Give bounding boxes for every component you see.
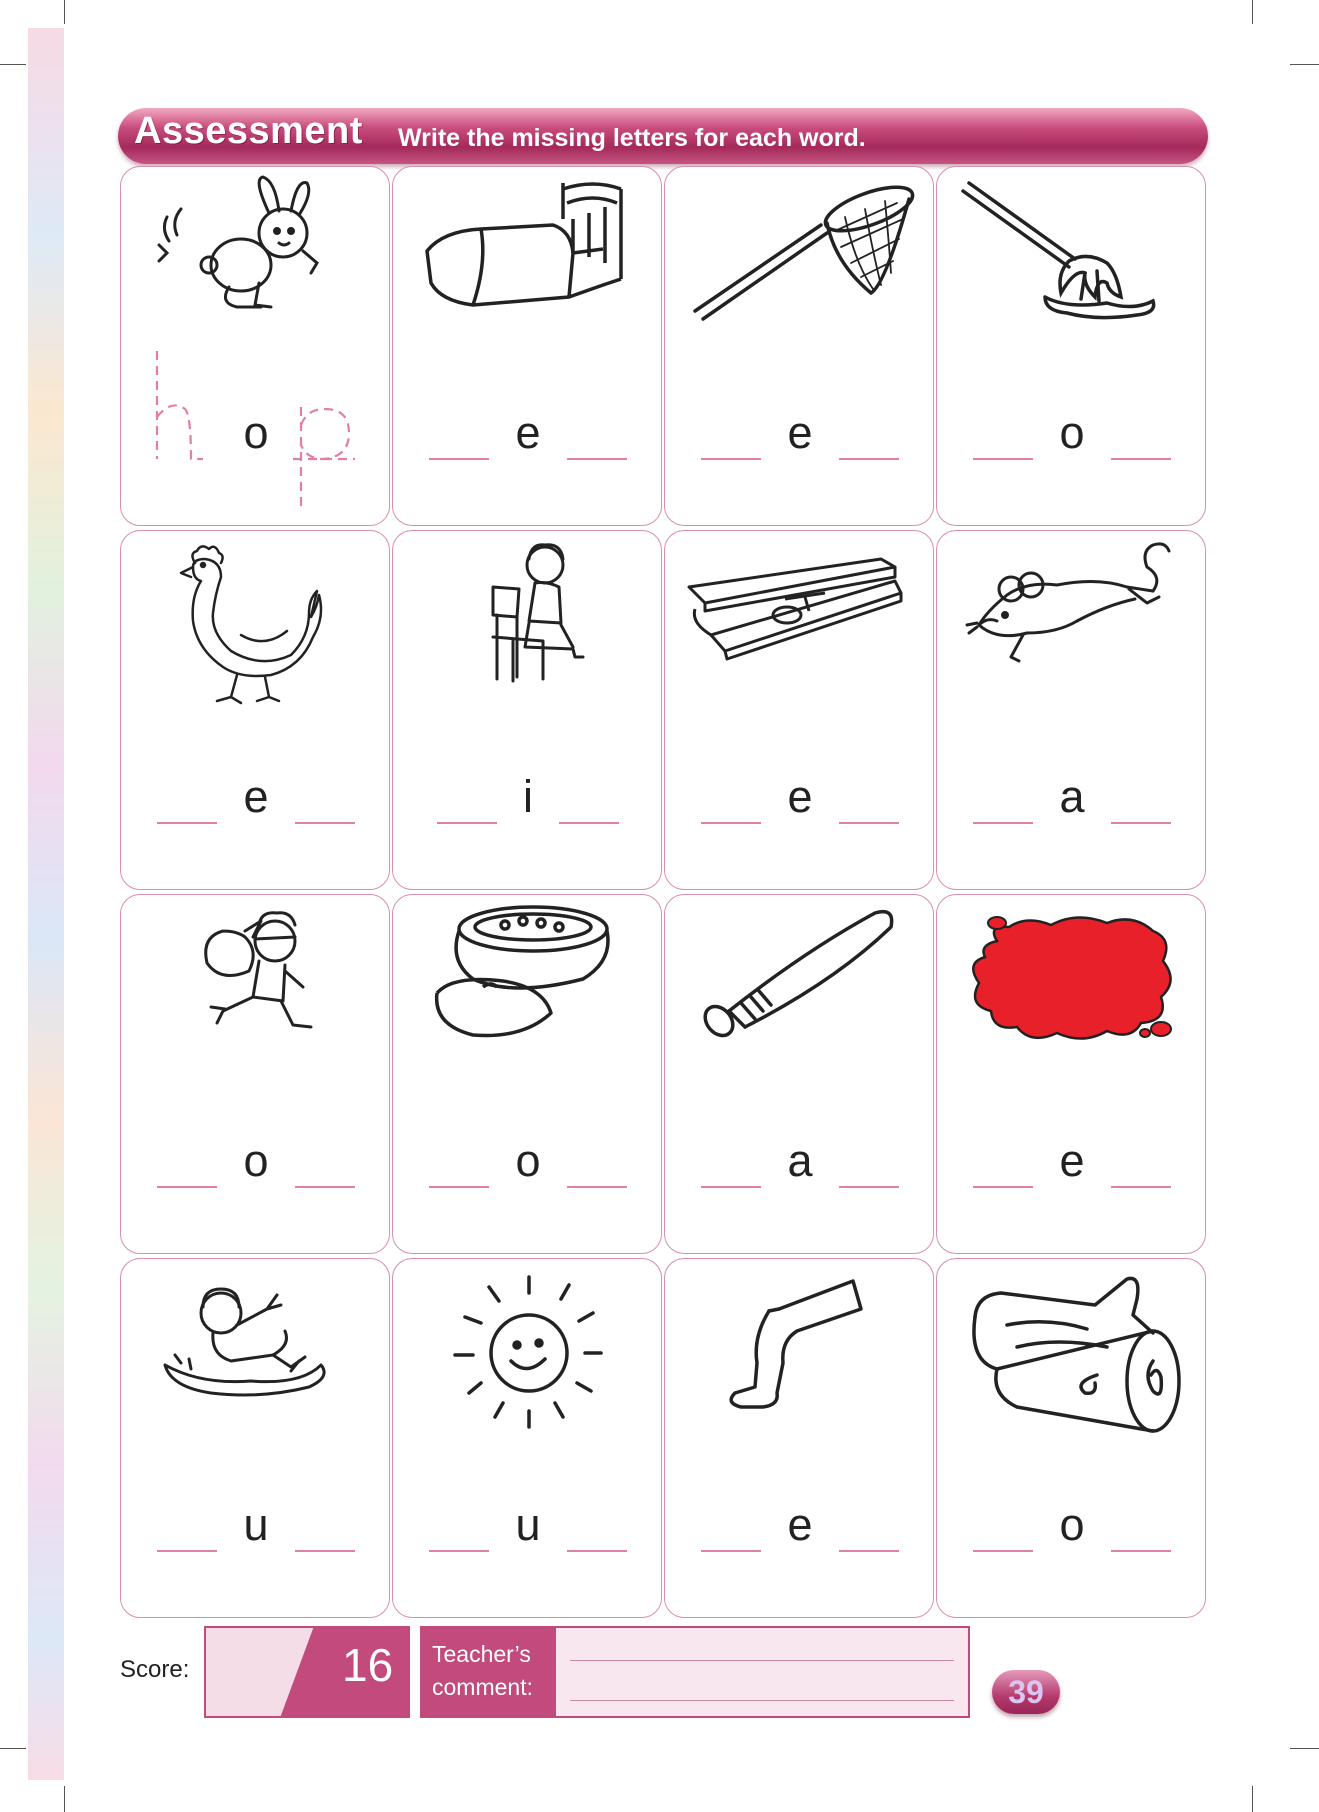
vowel-letter: o — [515, 1135, 541, 1186]
word-leg — [665, 1499, 935, 1559]
blank-line[interactable] — [295, 1550, 355, 1552]
blank-line[interactable] — [157, 822, 217, 824]
word-mop — [937, 407, 1207, 467]
vowel-letter: e — [1059, 1135, 1085, 1186]
word-red — [937, 1135, 1207, 1195]
vowel-letter: u — [243, 1499, 269, 1550]
blank-line[interactable] — [701, 1186, 761, 1188]
clothes-peg-icon — [685, 537, 915, 707]
rabbit-icon — [141, 173, 371, 343]
word-card-mud — [120, 1258, 390, 1618]
word-net — [665, 407, 935, 467]
crop-mark — [64, 1786, 65, 1812]
word-card-grid — [120, 166, 1208, 1618]
comment-writing-line[interactable] — [570, 1700, 954, 1701]
sun-icon — [413, 1265, 643, 1435]
blank-line[interactable] — [157, 1550, 217, 1552]
word-card-bed — [392, 166, 662, 526]
blank-line[interactable] — [429, 1186, 489, 1188]
vowel-letter: a — [1059, 771, 1085, 822]
robber-icon — [141, 901, 371, 1071]
word-card-sit — [392, 530, 662, 890]
blank-line[interactable] — [1111, 458, 1171, 460]
blank-line[interactable] — [973, 1186, 1033, 1188]
bat-icon — [685, 901, 915, 1071]
blank-line[interactable] — [157, 1186, 217, 1188]
crop-mark — [1290, 1748, 1319, 1749]
comment-label-line2: comment: — [432, 1674, 533, 1700]
word-mud — [121, 1499, 391, 1559]
blank-line[interactable] — [973, 458, 1033, 460]
word-card-hop — [120, 166, 390, 526]
traced-letter-p — [293, 401, 357, 511]
comment-label-line1: Teacher’s — [432, 1641, 531, 1667]
crop-mark — [64, 0, 65, 24]
blank-line[interactable] — [567, 1550, 627, 1552]
word-card-log — [936, 1258, 1206, 1618]
blank-line[interactable] — [429, 1550, 489, 1552]
vowel-letter: i — [523, 771, 533, 822]
vowel-letter: o — [243, 1135, 269, 1186]
word-card-bat — [664, 894, 934, 1254]
word-card-mop — [936, 166, 1206, 526]
blank-line[interactable] — [295, 1186, 355, 1188]
word-card-net — [664, 166, 934, 526]
red-blot-icon — [957, 901, 1187, 1071]
leg-icon — [685, 1265, 915, 1435]
crop-mark — [1252, 1786, 1253, 1812]
comment-label — [432, 1638, 533, 1704]
blank-line[interactable] — [973, 1550, 1033, 1552]
word-card-rob — [120, 894, 390, 1254]
word-hop — [121, 407, 391, 467]
crop-mark — [0, 64, 26, 65]
word-rat — [937, 771, 1207, 831]
rat-icon — [957, 537, 1187, 707]
blank-line[interactable] — [1111, 1550, 1171, 1552]
blank-line[interactable] — [839, 458, 899, 460]
crop-mark — [1290, 64, 1319, 65]
word-card-leg — [664, 1258, 934, 1618]
word-card-pot — [392, 894, 662, 1254]
blank-line[interactable] — [567, 1186, 627, 1188]
vowel-letter: e — [787, 771, 813, 822]
boy-sitting-icon — [413, 537, 643, 707]
word-card-rat — [936, 530, 1206, 890]
vowel-letter: e — [787, 1499, 813, 1550]
blank-line[interactable] — [1111, 1186, 1171, 1188]
traced-letter-h — [151, 347, 211, 463]
word-card-sun — [392, 1258, 662, 1618]
blank-line[interactable] — [701, 458, 761, 460]
pot-and-lid-icon — [413, 901, 643, 1071]
decorative-side-strip — [28, 28, 64, 1780]
boy-in-mud-icon — [141, 1265, 371, 1435]
vowel-letter: o — [1059, 407, 1085, 458]
word-peg — [665, 771, 935, 831]
blank-line[interactable] — [429, 458, 489, 460]
blank-line[interactable] — [839, 822, 899, 824]
vowel-letter: o — [1059, 1499, 1085, 1550]
blank-line[interactable] — [701, 822, 761, 824]
word-sit — [393, 771, 663, 831]
vowel-letter: a — [787, 1135, 813, 1186]
banner-instruction: Write the missing letters for each word. — [398, 124, 866, 152]
word-card-red — [936, 894, 1206, 1254]
vowel-letter: e — [515, 407, 541, 458]
vowel-letter: o — [243, 407, 269, 458]
blank-line[interactable] — [567, 458, 627, 460]
vowel-letter: e — [243, 771, 269, 822]
comment-writing-line[interactable] — [570, 1660, 954, 1661]
blank-line[interactable] — [973, 822, 1033, 824]
mop-icon — [957, 173, 1187, 343]
bed-icon — [413, 173, 643, 343]
blank-line[interactable] — [1111, 822, 1171, 824]
word-hen — [121, 771, 391, 831]
word-log — [937, 1499, 1207, 1559]
blank-line[interactable] — [701, 1550, 761, 1552]
log-icon — [957, 1265, 1187, 1435]
word-card-hen — [120, 530, 390, 890]
word-bed — [393, 407, 663, 467]
blank-line[interactable] — [295, 822, 355, 824]
score-label: Score: — [120, 1656, 190, 1683]
blank-line[interactable] — [437, 822, 497, 824]
blank-line[interactable] — [839, 1550, 899, 1552]
word-pot — [393, 1135, 663, 1195]
word-bat — [665, 1135, 935, 1195]
blank-line[interactable] — [839, 1186, 899, 1188]
page-number: 39 — [1008, 1674, 1044, 1710]
word-rob — [121, 1135, 391, 1195]
butterfly-net-icon — [685, 173, 915, 343]
vowel-letter: u — [515, 1499, 541, 1550]
hen-icon — [141, 537, 371, 707]
word-card-peg — [664, 530, 934, 890]
crop-mark — [1252, 0, 1253, 24]
banner-title: Assessment — [134, 110, 363, 152]
word-sun — [393, 1499, 663, 1559]
crop-mark — [0, 1748, 26, 1749]
score-total: 16 — [342, 1639, 394, 1691]
vowel-letter: e — [787, 407, 813, 458]
blank-line[interactable] — [559, 822, 619, 824]
